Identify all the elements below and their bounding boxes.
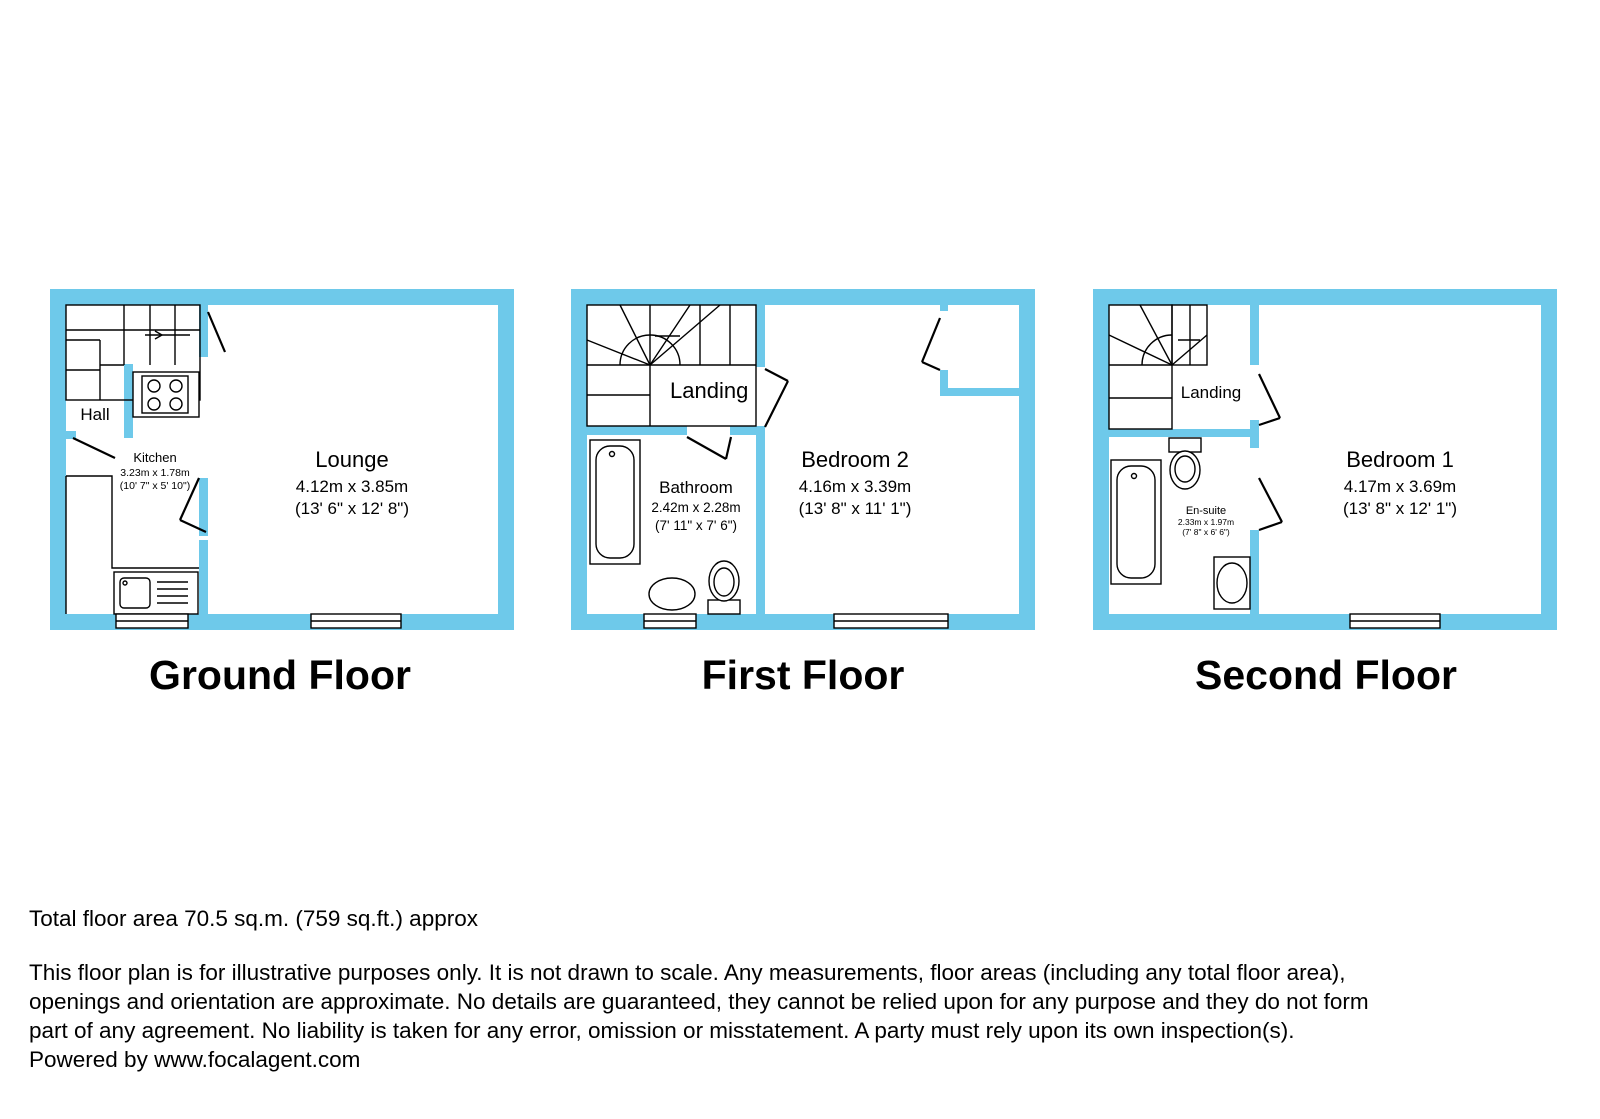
bathroom-dimensions-imperial: (7' 11" x 7' 6") xyxy=(654,518,738,533)
powered-by-link[interactable]: Powered by www.focalagent.com xyxy=(29,1047,361,1072)
en-suite-dimensions-metric: 2.33m x 1.97m xyxy=(1177,517,1235,527)
kitchen-dimensions-metric: 3.23m x 1.78m xyxy=(120,467,190,479)
floor-title-second: Second Floor xyxy=(1195,652,1457,698)
disclaimer-line: openings and orientation are approximate. No details are guaranteed, they cannot be relied upon for any purpose and they do not form xyxy=(29,989,1369,1014)
bedroom-2-dimensions-imperial: (13' 8" x 11' 1") xyxy=(798,499,912,518)
bathtub xyxy=(590,440,640,564)
floor-title-first: First Floor xyxy=(701,652,905,698)
first-floor-plan xyxy=(571,289,1035,698)
window xyxy=(1350,614,1440,628)
disclaimer-line: This floor plan is for illustrative purposes only. It is not drawn to scale. Any measurements, floor areas (including any total floor area), xyxy=(29,960,1346,985)
room-label-hall: Hall xyxy=(80,405,110,424)
second-floor-plan xyxy=(1093,289,1557,698)
disclaimer-line: part of any agreement. No liability is taken for any error, omission or misstatement. A party must rely upon its own inspection(s). xyxy=(29,1018,1295,1043)
toilet xyxy=(1169,438,1201,489)
disclaimer xyxy=(29,958,1579,1074)
window xyxy=(116,614,188,628)
room-label-bathroom: Bathroom xyxy=(659,478,733,497)
staircase xyxy=(587,305,756,426)
lounge-dimensions-metric: 4.12m x 3.85m xyxy=(295,477,409,496)
bathtub xyxy=(1111,460,1161,584)
lounge-dimensions-imperial: (13' 6" x 12' 8") xyxy=(294,499,410,518)
en-suite-dimensions-imperial: (7' 8" x 6' 6") xyxy=(1182,527,1230,537)
kitchen-sink xyxy=(114,572,198,614)
room-label-bedroom-1: Bedroom 1 xyxy=(1346,447,1454,472)
bathroom-dimensions-metric: 2.42m x 2.28m xyxy=(651,500,741,515)
room-label-kitchen: Kitchen xyxy=(133,450,177,465)
ground-floor-plan xyxy=(50,289,514,698)
window xyxy=(644,614,696,628)
window xyxy=(834,614,948,628)
kitchen-dimensions-imperial: (10' 7" x 5' 10") xyxy=(119,480,191,492)
bedroom-1-dimensions-metric: 4.17m x 3.69m xyxy=(1343,477,1457,496)
room-label-landing: Landing xyxy=(1180,383,1242,402)
floor-title-ground: Ground Floor xyxy=(149,652,411,698)
toilet xyxy=(708,561,740,614)
room-label-bedroom-2: Bedroom 2 xyxy=(801,447,909,472)
room-label-landing: Landing xyxy=(670,378,749,403)
room-label-en-suite: En-suite xyxy=(1185,505,1227,517)
basin xyxy=(1214,557,1250,609)
room-label-lounge: Lounge xyxy=(315,447,389,472)
bedroom-1-dimensions-imperial: (13' 8" x 12' 1") xyxy=(1342,499,1458,518)
bedroom-2-dimensions-metric: 4.16m x 3.39m xyxy=(798,477,912,496)
staircase xyxy=(1109,305,1207,429)
basin xyxy=(649,578,695,610)
hob xyxy=(133,372,199,417)
window xyxy=(311,614,401,628)
total-floor-area: Total floor area 70.5 sq.m. (759 sq.ft.) approx xyxy=(29,906,478,931)
